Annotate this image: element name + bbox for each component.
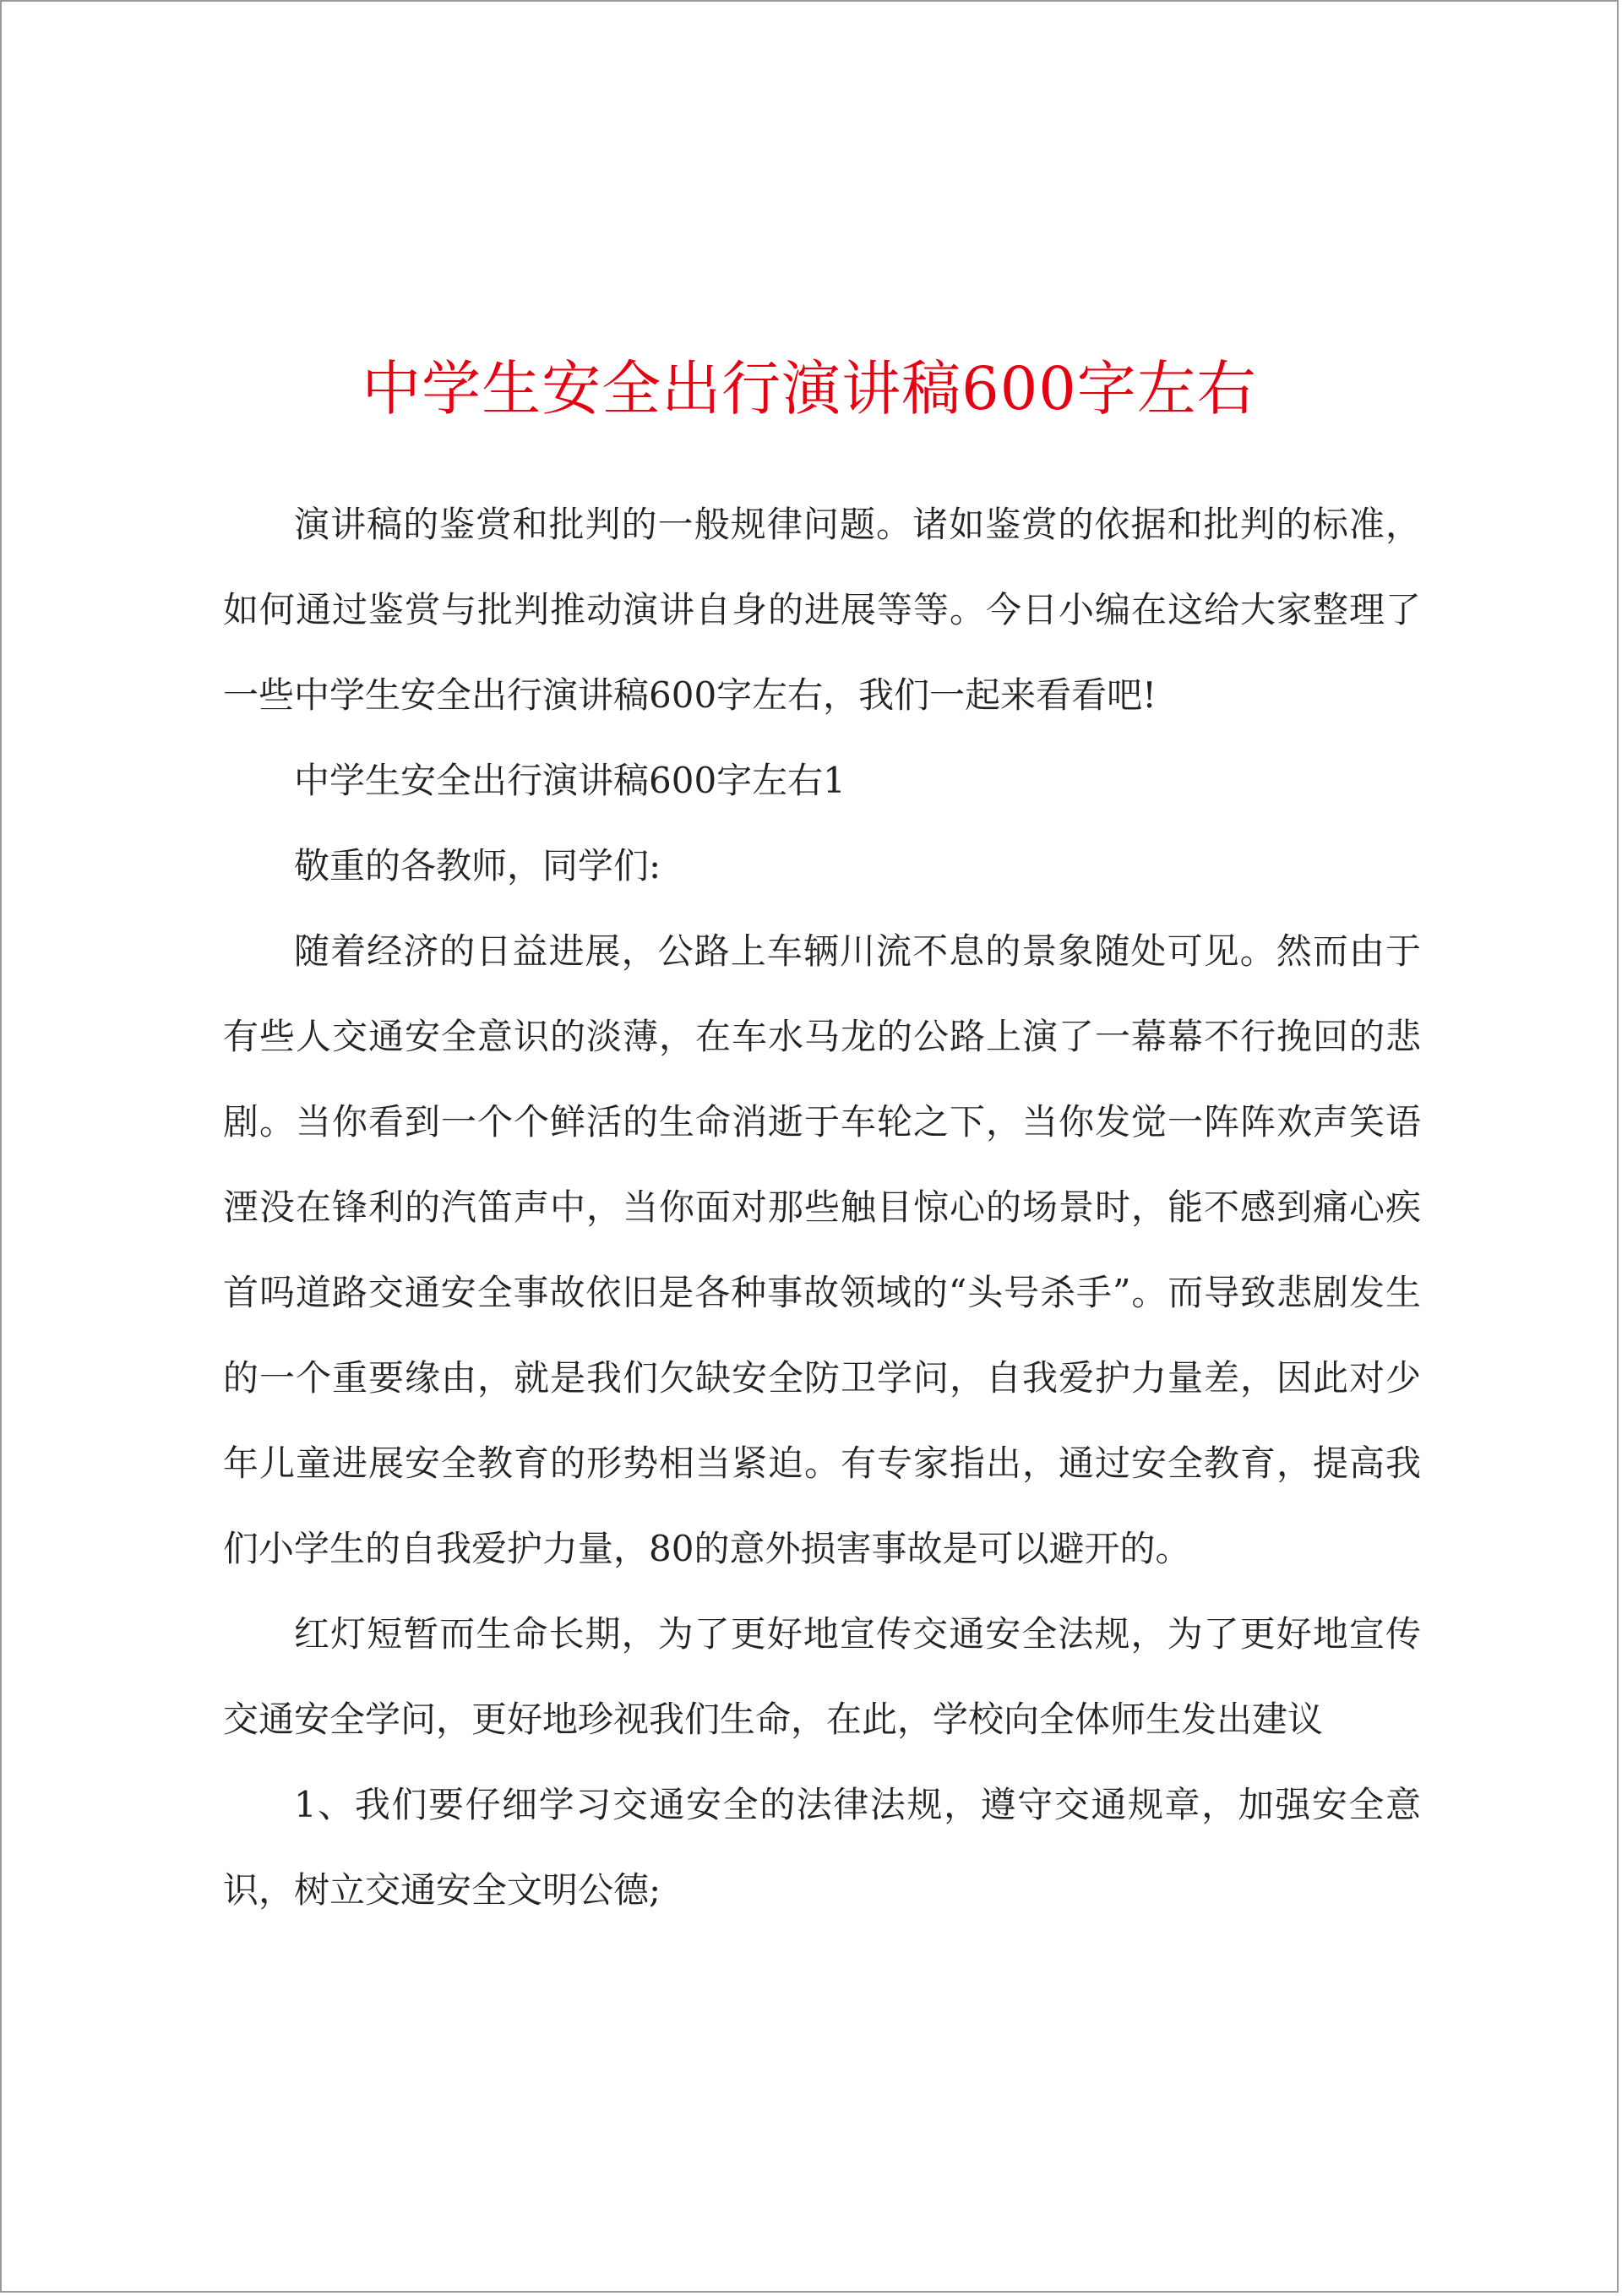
- paragraph-body-2: 红灯短暂而生命长期，为了更好地宣传交通安全法规，为了更好地宣传交通安全学问，更好地珍视我们生命，在此，学校向全体师生发出建议: [223, 1613, 1421, 1740]
- paragraph-list-item-1: 1、我们要仔细学习交通安全的法律法规，遵守交通规章，加强安全意识，树立交通安全文明公德;: [223, 1784, 1421, 1911]
- paragraph-body-1: 随着经济的日益进展，公路上车辆川流不息的景象随处可见。然而由于有些人交通安全意识的淡薄，在车水马龙的公路上演了一幕幕不行挽回的悲剧。当你看到一个个鲜活的生命消逝于车轮之下，当你发觉一阵阵欢声笑语湮没在锋利的汽笛声中，当你面对那些触目惊心的场景时，能不感到痛心疾首吗道路交通安全事故依旧是各种事故领域的“头号杀手”。而导致悲剧发生的一个重要缘由，就是我们欠缺安全防卫学问，自我爱护力量差，因此对少年儿童进展安全教育的形势相当紧迫。有专家指出，通过安全教育，提高我们小学生的自我爱护力量，80的意外损害事故是可以避开的。: [223, 930, 1421, 1569]
- paragraph-intro: 演讲稿的鉴赏和批判的一般规律问题。诸如鉴赏的依据和批判的标准，如何通过鉴赏与批判推动演讲自身的进展等等。今日小编在这给大家整理了一些中学生安全出行演讲稿600字左右，我们一起来看看吧!: [223, 504, 1421, 716]
- paragraph-salutation: 敬重的各教师，同学们:: [294, 845, 661, 886]
- document-body: [223, 482, 1421, 1933]
- document-title: 中学生安全出行演讲稿600字左右: [362, 354, 1257, 423]
- paragraph-subtitle: 中学生安全出行演讲稿600字左右1: [294, 760, 846, 801]
